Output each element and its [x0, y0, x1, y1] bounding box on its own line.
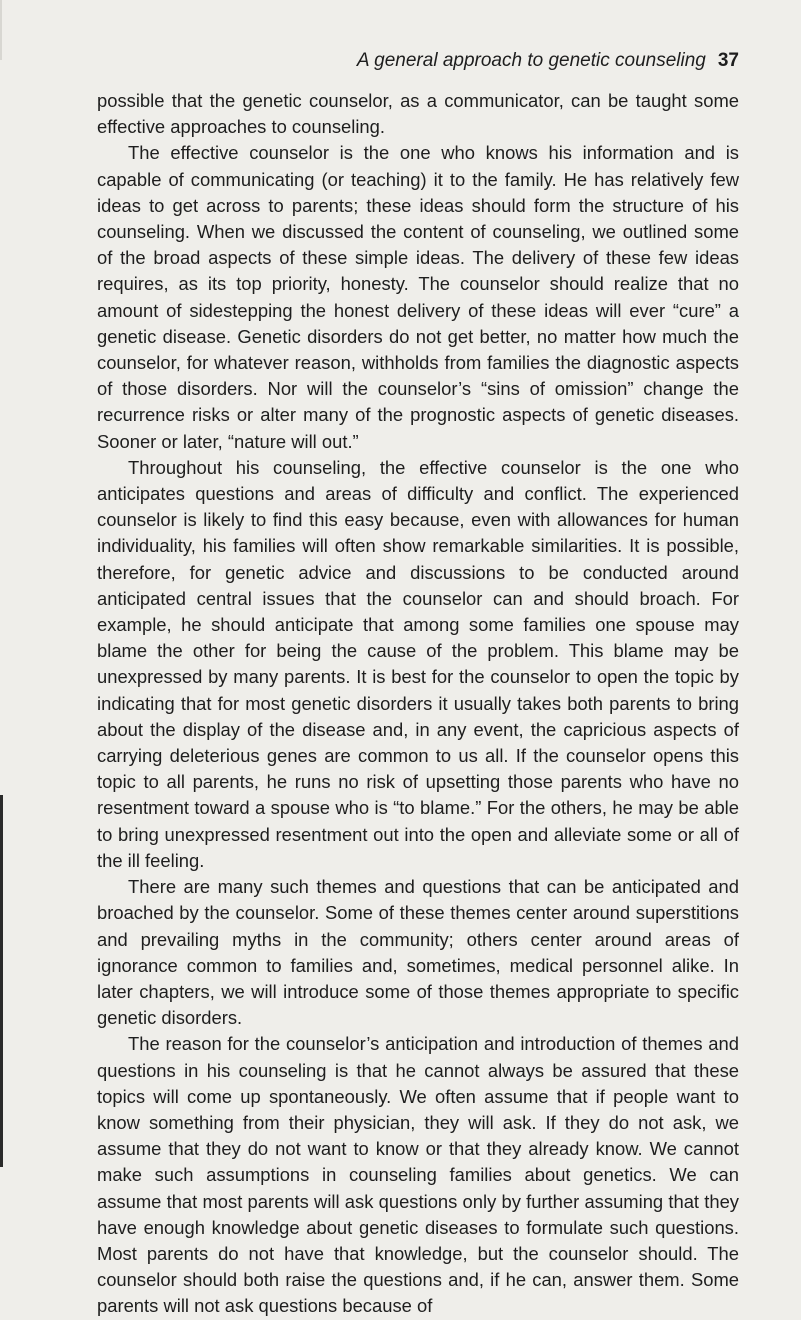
paragraph-1: possible that the genetic counselor, as a communicator, can be taught some effective approaches to counseling.: [97, 90, 739, 138]
running-header: [357, 48, 739, 74]
body-text: [97, 88, 739, 1320]
paragraph-2: The effective counselor is the one who knows his information and is capable of communicating (or teaching) it to the family. He has relatively few ideas to get across to parents; these ideas should form the structure of his counseling. When we discussed the content of counseling, we outlined some of the broad aspects of these simple ideas. The delivery of these few ideas requires, as its top priority, honesty. The counselor should realize that no amount of sidestepping the honest delivery of these ideas will ever “cure” a genetic disease. Genetic disorders do not get better, no matter how much the counselor, for whatever reason, withholds from families the diagnostic aspects of those disorders. Nor will the counselor’s “sins of omission” change the recurrence risks or alter many of the prognostic aspects of genetic diseases. Sooner or later, “nature will out.”: [97, 142, 739, 452]
paragraph-4: There are many such themes and questions that can be anticipated and broached by the counselor. Some of these themes center around superstitions and prevailing myths in the community; others center around areas of ignorance common to families and, sometimes, medical personnel alike. In later chapters, we will introduce some of those themes appropriate to specific genetic disorders.: [97, 876, 739, 1029]
scan-edge-line: [0, 795, 3, 1167]
paragraph-3: Throughout his counseling, the effective counselor is the one who anticipates questions and areas of difficulty and conflict. The experienced counselor is likely to find this easy because, even with allowances for human individuality, his families will often show remarkable similarities. It is possible, therefore, for genetic advice and discussions to be conducted around anticipated central issues that the counselor can and should broach. For example, he should anticipate that among some families one spouse may blame the other for being the cause of the problem. This blame may be unexpressed by many parents. It is best for the counselor to open the topic by indicating that for most genetic disorders it usually takes both parents to bring about the display of the disease and, in any event, the capricious aspects of carrying deleterious genes are common to us all. If the counselor opens this topic to all parents, he runs no risk of upsetting those parents who have no resentment toward a spouse who is “to blame.” For the others, he may be able to bring unexpressed resentment out into the open and alleviate some or all of the ill feeling.: [97, 456, 739, 871]
running-title: A general approach to genetic counseling: [356, 50, 706, 71]
page-number: 37: [717, 50, 739, 71]
paragraph-5: The reason for the counselor’s anticipation and introduction of themes and questions in his counseling is that he cannot always be assured that these topics will come up spontaneously. We often assume that if people want to know something from their physician, they will ask. If they do not ask, we assume that they do not want to know or that they already know. We cannot make such assumptions in counseling families about genetics. We can assume that most parents will ask questions only by further assuming that they have enough knowledge about genetic diseases to formulate such questions. Most parents do not have that knowledge, but the counselor should. The counselor should both raise the questions and, if he can, answer them. Some parents will not ask questions because of: [97, 1033, 739, 1317]
scan-edge-mark: [0, 0, 2, 60]
